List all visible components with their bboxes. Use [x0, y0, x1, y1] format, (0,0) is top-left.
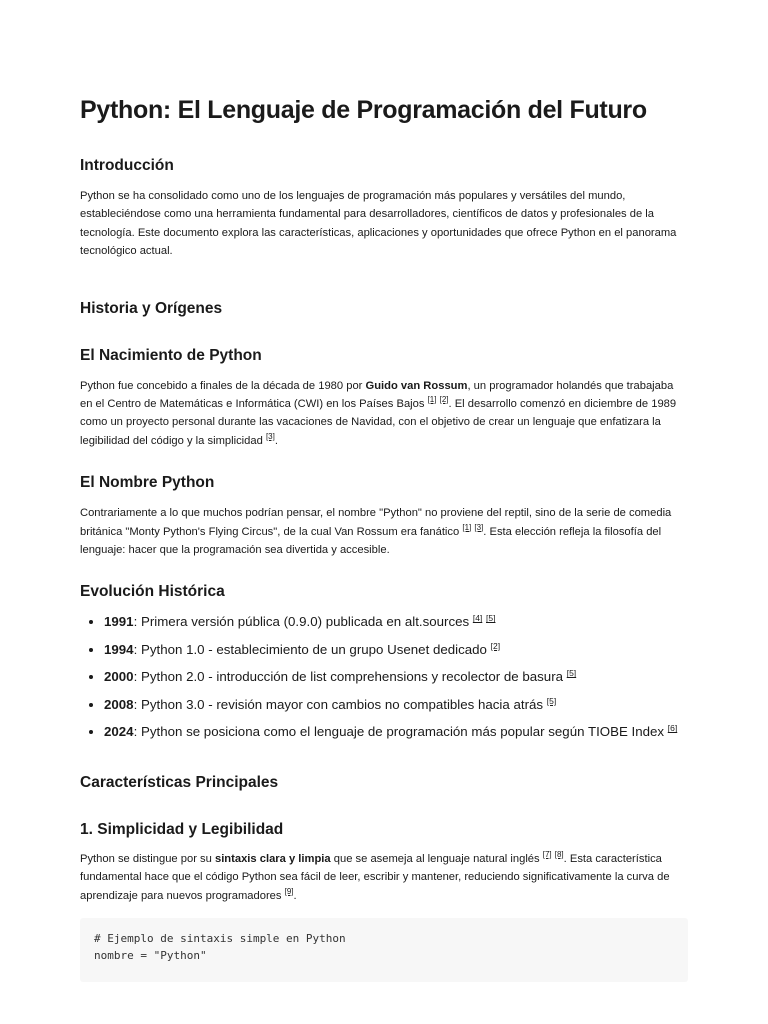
page-title: Python: El Lenguaje de Programación del Futuro: [80, 96, 647, 124]
text-run: . Esta elección refleja la filosofía del lenguaje: hacer que la programación sea divertida y accesible.: [80, 525, 662, 557]
citation-link[interactable]: [1]: [427, 395, 437, 405]
code-block: [80, 918, 688, 982]
text-run: Python se distingue por su: [80, 852, 215, 865]
year-label: 1994: [104, 641, 134, 657]
section-heading-introduccion: Introducción: [80, 157, 174, 174]
list-item: [104, 667, 688, 687]
list-item-text: : Python se posiciona como el lenguaje de programación más popular según TIOBE Index: [133, 724, 668, 740]
list-item: [104, 695, 688, 715]
year-label: 2024: [104, 724, 134, 740]
section-heading-historia: Historia y Orígenes: [80, 299, 223, 317]
citation-link[interactable]: [9]: [284, 886, 294, 896]
citation-link[interactable]: [7]: [542, 849, 552, 859]
citation-link[interactable]: [5]: [486, 613, 496, 624]
text-run: . Esta característica fundamental hace que el código Python sea fácil de leer, escribir y mantener, reduciendo significativamente la curva de aprendizaje para nuevos programadores: [80, 852, 670, 902]
citation-link[interactable]: [8]: [554, 849, 564, 859]
citation-link[interactable]: [3]: [474, 522, 484, 532]
year-label: 2008: [104, 696, 134, 712]
code-line: # Ejemplo de sintaxis simple en Python: [94, 932, 346, 946]
citation-link[interactable]: [5]: [546, 695, 557, 706]
text-run: que se asemeja al lenguaje natural inglés: [330, 852, 543, 865]
citation-link[interactable]: [2]: [439, 395, 449, 405]
list-item: [104, 640, 688, 660]
author-name: Guido van Rossum: [365, 379, 468, 392]
emphasis-text: sintaxis clara y limpia: [214, 852, 331, 865]
list-item-text: : Primera versión pública (0.9.0) publicada en alt.sources: [133, 614, 473, 630]
code-line: nombre = "Python": [94, 949, 207, 963]
text-run: , un programador holandés que trabajaba en el Centro de Matemáticas e Informática (CWI) en los Países Bajos: [80, 379, 674, 411]
text-run: Python fue concebido a finales de la década de 1980 por: [80, 379, 366, 392]
nombre-paragraph: [80, 504, 688, 559]
subsection-heading-nombre: El Nombre Python: [80, 474, 215, 492]
evolution-list: [80, 612, 688, 742]
year-label: 1991: [104, 614, 134, 630]
citation-link[interactable]: [3]: [265, 431, 275, 441]
citation-link[interactable]: [5]: [566, 668, 577, 679]
text-run: .: [293, 889, 297, 902]
citation-link[interactable]: [1]: [462, 522, 472, 532]
intro-paragraph: Python se ha consolidado como uno de los lenguajes de programación más populares y versátiles del mundo, estableciéndose como una herramienta fundamental para desarrolladores, científicos de datos y profesionales de la tecnología. Este documento explora las características, aplicaciones y oportunidades que ofrece Python en el panorama tecnológico actual.: [80, 190, 677, 258]
text-run: Contrariamente a lo que muchos podrían pensar, el nombre "Python" no proviene del reptil, sino de la serie de comedia británica "Monty Python's Flying Circus", de la cual Van Rossum era fanático: [80, 507, 672, 538]
subsection-heading-nacimiento: El Nacimiento de Python: [80, 346, 262, 364]
citation-link[interactable]: [6]: [667, 723, 678, 734]
year-label: 2000: [104, 669, 134, 685]
section-heading-caracteristicas: Características Principales: [80, 773, 279, 791]
nacimiento-paragraph: [80, 377, 688, 451]
list-item-text: : Python 2.0 - introducción de list comprehensions y recolector de basura: [133, 669, 567, 685]
subsection-heading-simplicidad: 1. Simplicidad y Legibilidad: [80, 820, 284, 838]
text-run: .: [274, 434, 278, 447]
list-item-text: : Python 1.0 - establecimiento de un grupo Usenet dedicado: [133, 641, 491, 657]
list-item: [104, 612, 688, 632]
subsection-heading-evolucion: Evolución Histórica: [80, 583, 225, 601]
text-run: . El desarrollo comenzó en diciembre de 1989 como un proyecto personal durante las vacaciones de Navidad, con el objetivo de crear un lenguaje que enfatizara la legibilidad del código y la simplicidad: [80, 398, 677, 447]
list-item: [104, 722, 688, 742]
list-item-text: : Python 3.0 - revisión mayor con cambios no compatibles hacia atrás: [133, 696, 547, 712]
citation-link[interactable]: [4]: [472, 613, 483, 624]
simplicidad-paragraph: [80, 850, 688, 905]
citation-link[interactable]: [2]: [490, 640, 501, 651]
